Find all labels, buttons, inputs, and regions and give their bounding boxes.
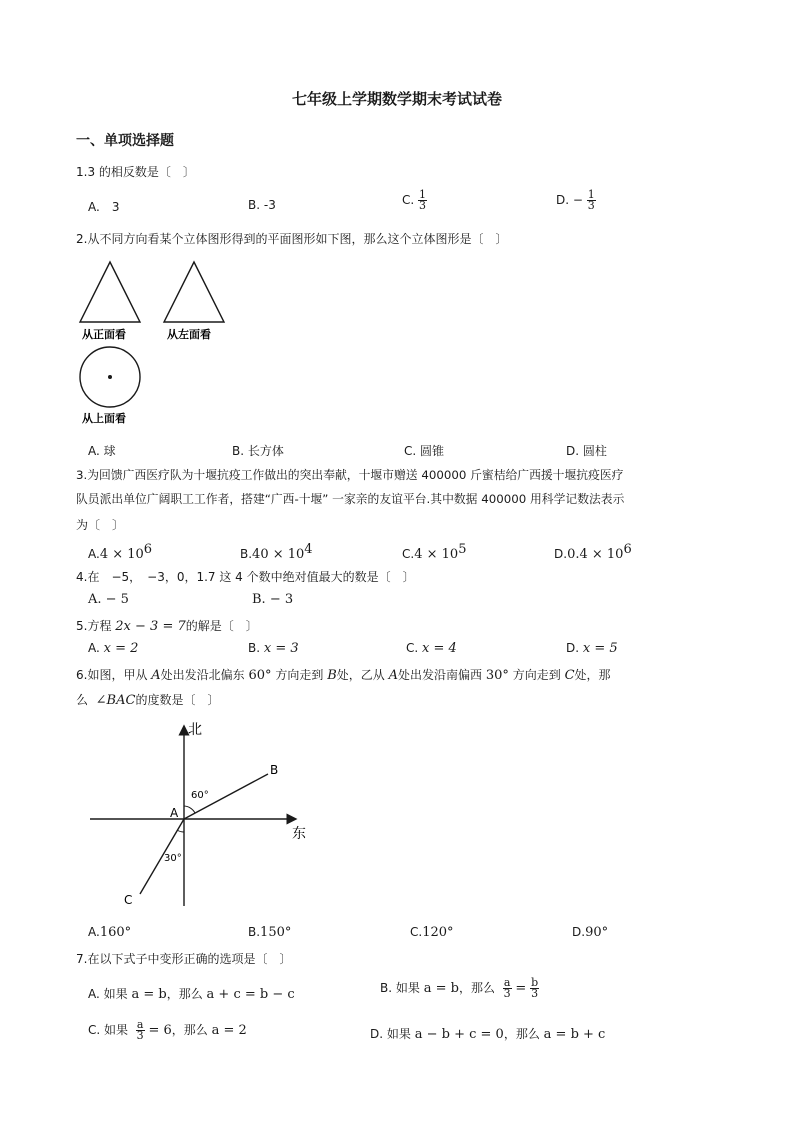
label-top-view: 从上面看 [82,412,126,425]
q4-option-a: A. − 5 [88,592,129,607]
q1-option-b: B. -3 [248,198,276,212]
label-east: 东 [292,826,306,842]
q3-option-a: $A.4 \times 10^6$ [88,542,153,562]
q6-option-c: C.120° [410,925,454,940]
label-angle-30: 30° [164,853,182,864]
label-point-a: A [170,806,179,820]
q3-option-c: $C.4 \times 10^5$ [402,542,467,562]
q2-option-a: A. 球 [88,444,116,458]
q7-option-d: D. 如果 a − b + c = 0，那么 a = b + c [370,1027,606,1042]
left-view-triangle [164,262,224,322]
label-north: 北 [188,722,202,738]
q7-option-a: A. 如果 a = b，那么 a + c = b − c [88,987,295,1002]
fraction: $\frac{a}{3}$ [503,976,511,1000]
q1-option-a: A. 3 [88,200,120,214]
q3-option-b: $B.40 \times 10^4$ [240,542,313,562]
q5-option-a: A. x = 2 [88,641,139,656]
question-5-stem: 5.方程 2x − 3 = 7的解是〔 〕 [76,619,258,634]
page-title: 七年级上学期数学期末考试试卷 [291,90,502,108]
top-view-center-dot [108,375,112,379]
question-3-line-3: 为〔 〕 [76,518,125,532]
front-view-triangle [80,262,140,322]
q5-option-c: C. x = 4 [406,641,457,656]
label-point-c: C [124,893,133,907]
angle-30-arc [177,830,184,832]
question-3-line-2: 队员派出单位广阔职工工作者，搭建“广西-十堰” 一家亲的友谊平台.其中数据 400000 用科学记数法表示 [76,492,625,506]
q7-option-b: B. 如果 a = b，那么 $\frac{a}{3}$ = $\frac{b}{3}$ [380,976,539,1000]
q3-option-d: $D.0.4 \times 10^6$ [554,542,632,562]
fraction: $\frac{1}{3}$ [419,188,427,212]
fraction: $\frac{b}{3}$ [531,976,539,1000]
label-front-view: 从正面看 [82,328,126,341]
q2-option-c: C. 圆锥 [404,444,445,458]
q6-option-b: B.150° [248,925,292,940]
fraction: $\frac{a}{3}$ [136,1018,144,1042]
label-point-b: B [270,763,279,777]
direction-figure [88,720,328,920]
question-6-line-2: 么 ∠BAC的度数是〔 〕 [76,693,220,708]
question-2-stem: 2.从不同方向看某个立体图形得到的平面图形如下图，那么这个立体图形是〔 〕 [76,232,508,246]
q1-option-d: D. − $\frac{1}{3}$ [556,188,595,212]
question-1-stem: 1.3 的相反数是〔 〕 [76,165,195,179]
section-heading: 一、单项选择题 [76,133,174,149]
fraction: $\frac{1}{3}$ [587,188,595,212]
three-views-figure [72,256,242,430]
q2-option-d: D. 圆柱 [566,444,607,458]
q1-option-c: C. $\frac{1}{3}$ [402,188,427,212]
q4-option-b: B. − 3 [252,592,294,607]
question-6-line-1: 6.如图，甲从 A处出发沿北偏东 60° 方向走到 B处，乙从 A处出发沿南偏西 30° 方向走到 C处，那 [76,668,611,683]
angle-60-arc [184,806,195,813]
q5-option-d: D. x = 5 [566,641,618,656]
label-left-view: 从左面看 [167,328,211,341]
q6-option-d: D.90° [572,925,609,940]
label-angle-60: 60° [191,790,209,801]
question-4-stem: 4.在 −5， −3，0，1.7 这 4 个数中绝对值最大的数是〔 〕 [76,570,415,584]
q2-option-b: B. 长方体 [232,444,284,458]
q5-option-b: B. x = 3 [248,641,299,656]
question-3-line-1: 3.为回馈广西医疗队为十堰抗疫工作做出的突出奉献，十堰市赠送 400000 斤蜜桔给广西援十堰抗疫医疗 [76,468,624,482]
question-7-stem: 7.在以下式子中变形正确的选项是〔 〕 [76,952,292,966]
q7-option-c: C. 如果 $\frac{a}{3}$ = 6，那么 a = 2 [88,1018,247,1042]
q6-option-a: A.160° [88,925,132,940]
